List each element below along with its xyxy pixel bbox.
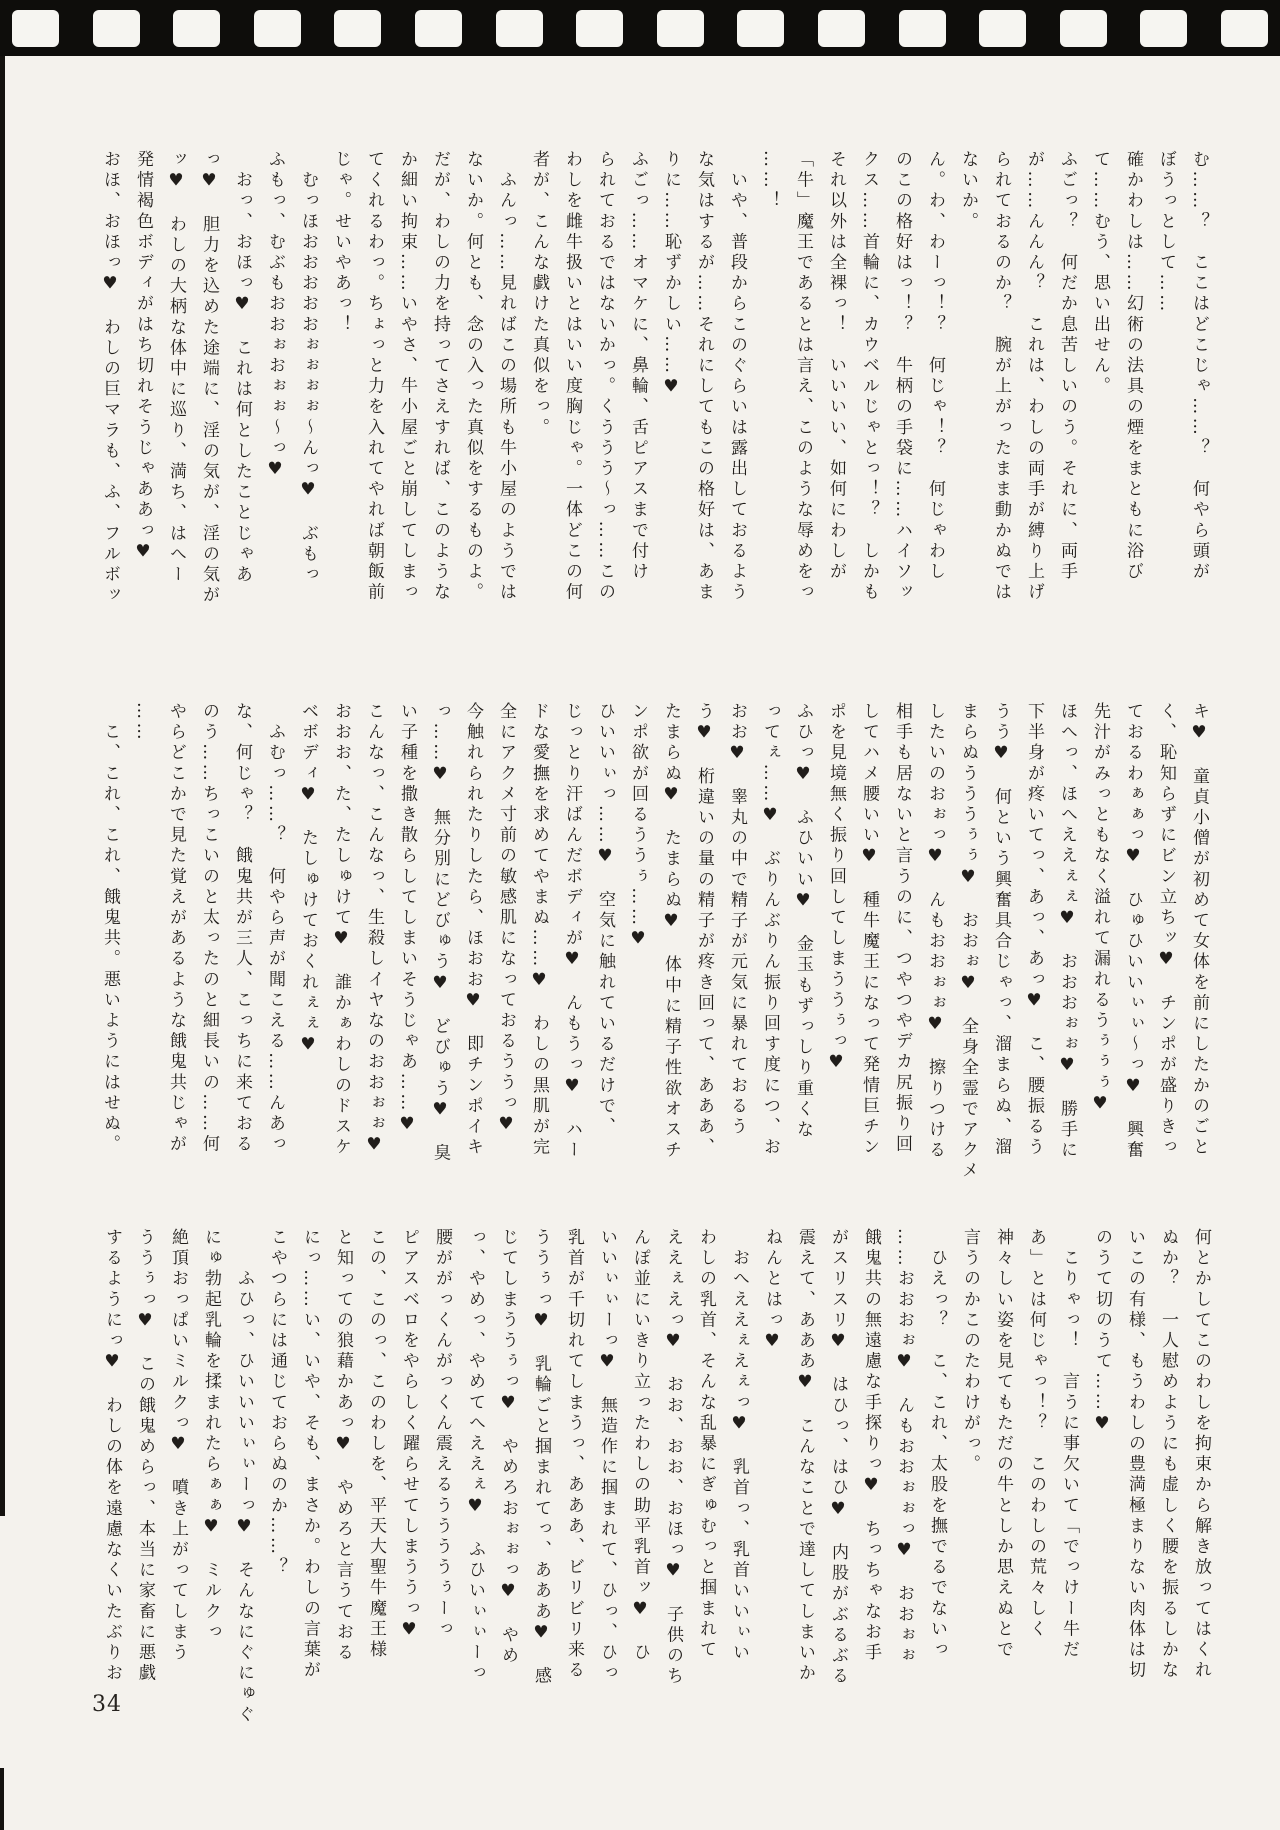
text-column: な気はするが……それにしてもこの格好は、あま (694, 150, 714, 604)
sprocket-hole (818, 10, 865, 47)
text-column: ひいいぃっ……♥ 空気に触れているだけで、 (595, 702, 615, 1138)
text-column: 乳首が千切れてしまうっ、あああ、ビリビリ来る (564, 1228, 584, 1682)
text-column: ……おおおぉ♥ んもおおぉぉっ♥ おおぉぉ (894, 1228, 914, 1667)
text-column: したいのおぉっ♥ んもおおぉぉ♥ 擦りつける (925, 702, 945, 1162)
text-column: ピアスベロをやらしく躍らせてしまううっ♥ (399, 1228, 419, 1643)
sprocket-hole (979, 10, 1026, 47)
text-column: やらどこかで見た覚えがあるような餓鬼共じゃが (166, 702, 186, 1156)
text-column: のこの格好はっ！？ 牛柄の手袋に……ハイソッ (892, 150, 912, 604)
text-column: りに……恥ずかしい……♥ (661, 150, 681, 401)
text-column: ふごっ……オマケに、鼻輪、舌ピアスまで付け (628, 150, 648, 583)
sprocket-hole (1221, 10, 1268, 47)
text-column: うう♥ 何という興奮具合じゃっ、溜まらぬ、溜 (991, 702, 1011, 1159)
text-column: おっ、おほっ♥ これは何としたことじゃあ (232, 150, 252, 586)
text-column: こんなっ、こんなっ、生殺しイヤなのおおぉぉ♥ (364, 702, 384, 1159)
text-column: むっほおおおおおぉぉぉぉ〜んっ♥ ぶもっ (298, 150, 318, 586)
text-column: キ♥ 童貞小僧が初めて女体を前にしたかのごと (1189, 702, 1209, 1159)
sprocket-hole (1140, 10, 1187, 47)
text-column: おほ、おほっ♥ わしの巨マラも、ふ、フルボッ (100, 150, 120, 607)
scan-edge-shadow-bottom (0, 1768, 4, 1830)
text-column: のう……ちっこいのと太ったのと細長いの……何 (199, 702, 219, 1156)
text-column: こ、これ、これ、餓鬼共。悪いようにはせぬ。 (100, 702, 120, 1156)
text-column: 震えて、あああ♥ こんなことで達してしまいか (795, 1228, 815, 1685)
text-column: じっとり汗ばんだボディが♥ んもうっ♥ ハー (562, 702, 582, 1162)
sprocket-hole (334, 10, 381, 47)
text-column: 「牛」魔王であるとは言え、このような辱めをっ (793, 150, 813, 604)
text-column: んぽ並にいきり立ったわしの助平乳首ッ♥ ひ (630, 1228, 650, 1664)
text-column: 神々しい姿を見てもただの牛としか思えぬとで (993, 1228, 1013, 1661)
text-column: ておるわぁぁっ♥ ひゅひいいぃぃ〜っ♥ 興奮 (1123, 702, 1143, 1162)
text-column: ふむっ……？ 何やら声が聞こえる……んあっ (265, 702, 285, 1156)
text-column: てくれるわっ。ちょっと力を入れてやれば朝飯前 (364, 150, 384, 604)
text-column: 何とかしてこのわしを拘束から解き放ってはくれ (1191, 1228, 1211, 1682)
sprocket-hole (93, 10, 140, 47)
text-column: く、恥知らずにビン立ちッ♥ チンポが盛りきっ (1156, 702, 1176, 1159)
text-column: ふひっ♥ ふひいい♥ 金玉もずっしり重くな (793, 702, 813, 1141)
text-column: がスリスリ♥ はひっ、はひ♥ 内股がぶるぶる (828, 1228, 848, 1688)
text-column: ええぇえっ♥ おお、おお、おほっ♥ 子供のち (663, 1228, 683, 1688)
text-column: わしの乳首、そんな乱暴にぎゅむっと掴まれて (696, 1228, 716, 1661)
text-column: 者が、こんな戯けた真似をっ。 (529, 150, 549, 439)
text-column: こやつらには通じておらぬのか……？ (267, 1228, 287, 1579)
text-column: クス……首輪に、カウベルじゃとっ！？ しかも (859, 150, 879, 604)
sprocket-hole (415, 10, 462, 47)
text-column: ないか。何とも、念の入った真似をするものよ。 (463, 150, 483, 604)
text-column: ううぅっ♥ この餓鬼めらっ、本当に家畜に悪戯 (135, 1228, 155, 1685)
text-column: 全にアクメ寸前の敏感肌になっておるううっ♥ (496, 702, 516, 1138)
sprocket-hole (737, 10, 784, 47)
text-column: にっ……い、いや、そも、まさか。わしの言葉が (300, 1228, 320, 1682)
text-column: …… (133, 702, 153, 744)
text-column: られておるではないかっ。くううう〜っ……この (595, 150, 615, 604)
text-column: こりゃっ！ 言うに事欠いて「でっけー牛だ (1059, 1228, 1079, 1661)
text-column: う♥ 桁違いの量の精子が疼き回って、あああ、 (694, 702, 714, 1159)
text-column: な、何じゃ？ 餓鬼共が三人、こっちに来ておる (232, 702, 252, 1156)
text-column: ないか。 (958, 150, 978, 233)
sprocket-hole (496, 10, 543, 47)
text-column: いこの有様、もうわしの豊満極まりない肉体は切 (1125, 1228, 1145, 1682)
text-column: のうて切のうて……♥ (1092, 1228, 1112, 1437)
text-column: ふひっ、ひいいいぃぃーっ♥ そんなにぐにゅぐ (234, 1228, 254, 1726)
text-column: ねんとはっ♥ (762, 1228, 782, 1355)
text-column: ほへっ、ほへええぇぇ♥ おおおぉぉ♥ 勝手に (1057, 702, 1077, 1162)
text-column: ぬか？ 一人慰めようにも虚しく腰を振るしかな (1158, 1228, 1178, 1682)
text-column: たまらぬ♥ たまらぬ♥ 体中に精子性欲オスチ (661, 702, 681, 1162)
text-column: 腰ががっくんがっくん震えるううううぅーっ (432, 1228, 452, 1640)
text-column: が……んんん？ これは、わしの両手が縛り上げ (1024, 150, 1044, 604)
text-column: 確かわしは……幻術の法具の煙をまともに浴び (1123, 150, 1143, 583)
text-column: それ以外は全裸っ！ いいいい、如何にわしが (826, 150, 846, 583)
text-column: するようにっ♥ わしの体を遠慮なくいたぶりお (102, 1228, 122, 1685)
text-column: ふもっ、むぶもおおぉおぉぉ〜っ♥ (265, 150, 285, 483)
text-column: 絶頂おっぱいミルクっ♥ 噴き上がってしまう (168, 1228, 188, 1664)
text-column: じてしまううぅっ♥ やめろおぉぉっ♥ やめ (498, 1228, 518, 1667)
sprocket-hole (12, 10, 59, 47)
sprocket-hole (576, 10, 623, 47)
text-block-1 (86, 150, 1215, 666)
text-column: ってぇ……♥ ぶりんぶりん振り回す度につ、お (760, 702, 780, 1159)
text-column: ベボディ♥ たしゅけておくれぇぇ♥ (298, 702, 318, 1059)
text-column: ンポ欲が回るううぅ……♥ (628, 702, 648, 953)
sprocket-hole (173, 10, 220, 47)
scan-edge-shadow (0, 56, 5, 1516)
text-column: まらぬうううぅぅ♥ おおぉ♥ 全身全霊でアクメ (958, 702, 978, 1182)
text-column: いや、普段からこのぐらいは露出しておるよう (727, 150, 747, 604)
text-column: ポを見境無く振り回してしまううぅっ♥ (826, 702, 846, 1076)
text-column: ひえっ？ こ、これ、太股を撫でるでないっ (927, 1228, 947, 1661)
text-column: おおお、た、たしゅけて♥ 誰かぁわしのドスケ (331, 702, 351, 1159)
text-column: て……むう、思い出せん。 (1090, 150, 1110, 398)
sprocket-hole (1060, 10, 1107, 47)
sprocket-hole (899, 10, 946, 47)
text-column: この、このっ、このわしを、平天大聖牛魔王様 (366, 1228, 386, 1661)
text-column: い子種を撒き散らしてしまいそうじゃあ……♥ (397, 702, 417, 1138)
text-column: 相手も居ないと言うのに、つやつやデカ尻振り回 (892, 702, 912, 1156)
text-column: わしを雌牛扱いとはいい度胸じゃ。一体どこの何 (562, 150, 582, 604)
text-column: 餓鬼共の無遠慮な手探りっ♥ ちっちゃなお手 (861, 1228, 881, 1664)
text-column: ううぅっ♥ 乳輪ごと掴まれてっ、あああ♥ 感 (531, 1228, 551, 1688)
text-column: ……！ (760, 150, 780, 212)
text-column: 下半身が疼いてっ、あっ、あっ♥ こ、腰振るう (1024, 702, 1044, 1159)
text-column: あ」とは何じゃっ！？ このわしの荒々しく (1026, 1228, 1046, 1640)
text-column: いいぃぃーっ♥ 無造作に掴まれて、ひっ、ひっ (597, 1228, 617, 1685)
page-number: 34 (92, 1692, 122, 1717)
text-column: 発情褐色ボディがはち切れそうじゃああっ♥ (133, 150, 153, 565)
text-column: ん。わ、わーっ！？ 何じゃ！？ 何じゃわし (925, 150, 945, 583)
text-column: ドな愛撫を求めてやまぬ……♥ わしの黒肌が完 (529, 702, 549, 1159)
text-column: と知っての狼藉かあっ♥ やめろと言うておる (333, 1228, 353, 1664)
text-column: 今触れられたりしたら、ほおお♥ 即チンポイキ (463, 702, 483, 1159)
text-column: ふんっ……見ればこの場所も牛小屋のようでは (496, 150, 516, 604)
text-column: ふごっ？ 何だか息苦しいのう。それに、両手 (1057, 150, 1077, 583)
text-block-2 (86, 702, 1215, 1182)
text-column: ッ♥ わしの大柄な体中に巡り、満ち、はへー (166, 150, 186, 586)
text-column: っ♥ 胆力を込めた途端に、淫の気が、淫の気が (199, 150, 219, 607)
text-column: にゅ勃起乳輪を揉まれたらぁぁ♥ ミルクっ (201, 1228, 221, 1643)
text-column: ぼうっとして…… (1156, 150, 1176, 315)
text-column: じゃ。せいやあっ！ (331, 150, 351, 336)
text-column: だが、わしの力を持ってさえすれば、このような (430, 150, 450, 604)
sprocket-hole (254, 10, 301, 47)
text-column: む……？ ここはどこじゃ……？ 何やら頭が (1189, 150, 1209, 583)
text-column: か細い拘束……いやさ、牛小屋ごと崩してしまっ (397, 150, 417, 604)
text-column: おお♥ 睾丸の中で精子が元気に暴れておるう (727, 702, 747, 1138)
text-column: っ……♥ 無分別にどびゅう♥ どびゅう♥ 臭 (430, 702, 450, 1165)
film-strip (0, 0, 1280, 56)
text-column: 言うのかこのたわけがっ。 (960, 1228, 980, 1476)
text-column: られておるのか？ 腕が上がったまま動かぬでは (991, 150, 1011, 604)
sprocket-hole (657, 10, 704, 47)
text-column: 先汁がみっともなく溢れて漏れるうぅぅぅ♥ (1090, 702, 1110, 1117)
text-column: してハメ腰いい♥ 種牛魔王になって発情巨チン (859, 702, 879, 1159)
text-column: っ、やめっ、やめてへええぇ♥ ふひいぃぃーっ (465, 1228, 485, 1685)
text-column: おへええぇえぇっ♥ 乳首っ、乳首いいぃい (729, 1228, 749, 1664)
